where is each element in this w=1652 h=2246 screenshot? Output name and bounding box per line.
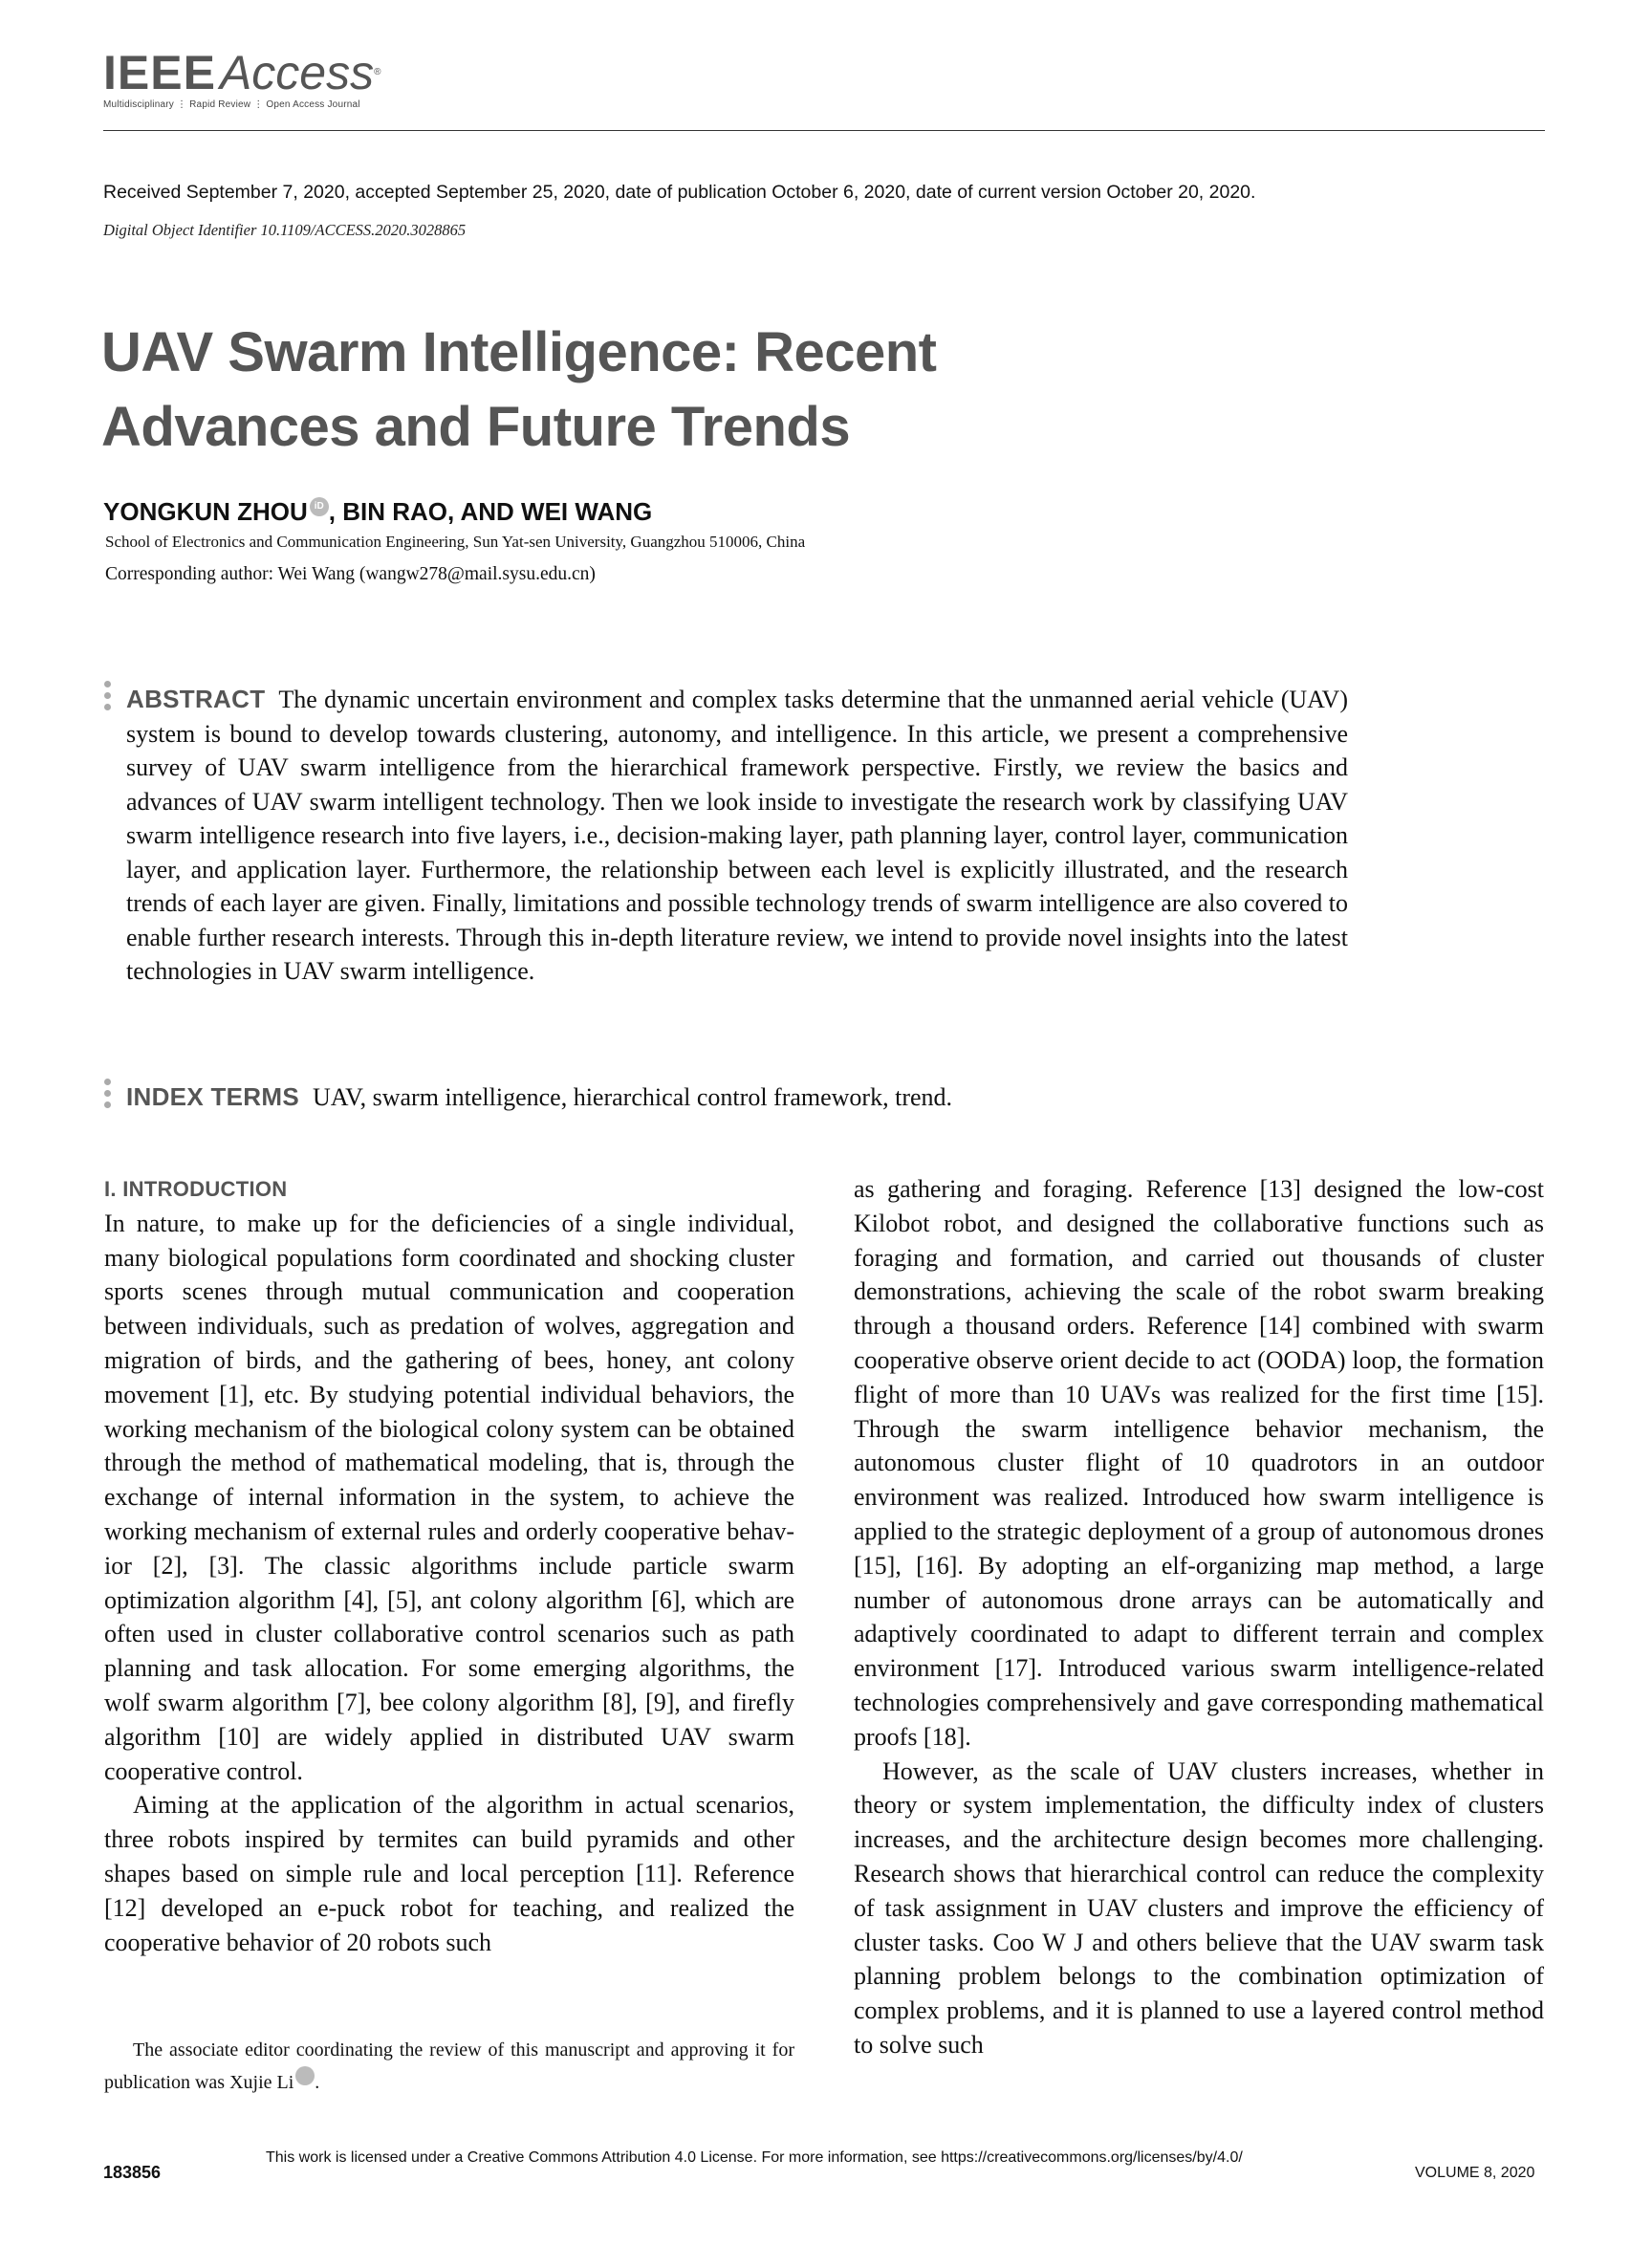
logo-access: Access (219, 46, 375, 99)
journal-tagline: Multidisciplinary ⋮ Rapid Review ⋮ Open Access Journal (103, 99, 360, 110)
paragraph: as gathering and foraging. Reference [13] designed the low-cost Kilobot robot, and designed the collaborative functions such as foraging and formation, and carried out thousands of cluster demonstrations, achieving the scale of the robot swarm breaking through a thousand orders. Reference [14] combined with swarm cooperative observe orient decide to act (OODA) loop, the formation flight of more than 10 UAVs was realized for the first time [15]. Through the swarm intelligence behavior mechanism, the autonomous cluster flight of 10 quadrotors in an outdoor environment was realized. Introduced how swarm intelligence is applied to the strategic deployment of a group of autonomous drones [15], [16]. By adopting an elf-organizing map method, a large number of autonomous drone arrays can be automatically and adaptively coordinated to adapt to different terrain and complex environment [17]. Introduced various swarm intelligence-related technologies comprehensively and gave corresponding mathematical proofs [18]. (854, 1175, 1544, 1751)
other-authors: , BIN RAO, AND WEI WANG (328, 497, 653, 526)
editor-footnote (104, 2034, 794, 2099)
index-terms-text: UAV, swarm intelligence, hierarchical control framework, trend. (312, 1083, 953, 1111)
orcid-icon[interactable]: iD (310, 497, 329, 516)
index-terms-marker-icon (104, 1079, 112, 1113)
left-column (104, 1172, 794, 1959)
logo-trademark: ® (374, 67, 381, 77)
paper-title: UAV Swarm Intelligence: Recent Advances and Future Trends (101, 321, 937, 458)
section-heading: I. INTRODUCTION (104, 1177, 288, 1201)
journal-logo (103, 48, 381, 110)
index-terms (126, 1080, 952, 1115)
abstract-marker-icon (104, 681, 112, 715)
author-list (103, 497, 652, 527)
received-dates: Received September 7, 2020, accepted September 25, 2020, date of publication October 6, 2020, date of current version October 20, 2020. (103, 182, 1256, 203)
header-divider (103, 130, 1545, 131)
logo-ieee: IEEE (103, 46, 216, 99)
corresponding-author: Corresponding author: Wei Wang (wangw278@mail.sysu.edu.cn) (105, 564, 596, 584)
paragraph: In nature, to make up for the deficiencies of a single individual, many biological populations form coordinated and shocking cluster sports scenes through mutual communication and cooperation between individuals, such as predation of wolves, aggregation and migration of birds, and the gathering of bees, honey, ant colony movement [1], etc. By studying potential individual behaviors, the working mechanism of the biological colony system can be obtained through the method of mathematical modeling, that is, through the exchange of internal information in the system, to achieve the working mechanism of external rules and orderly cooperative behavior [2], [3]. The classic algorithms include particle swarm optimization algorithm [4], [5], ant colony algorithm [6], which are often used in cluster collaborative control scenarios such as path planning and task allocation. For some emerging algorithms, the wolf swarm algorithm [7], bee colony algorithm [8], [9], and firefly algorithm [10] are widely applied in distributed UAV swarm cooperative control. (104, 1209, 794, 1785)
abstract (126, 683, 1348, 989)
abstract-label: ABSTRACT (126, 685, 266, 713)
page-number: 183856 (103, 2163, 162, 2182)
doi-line: Digital Object Identifier 10.1109/ACCESS.2020.3028865 (103, 221, 467, 239)
right-column (854, 1172, 1544, 2062)
affiliation: School of Electronics and Communication Engineering, Sun Yat-sen University, Guangzhou 510006, China (105, 533, 806, 551)
volume-label: VOLUME 8, 2020 (1415, 2165, 1535, 2181)
paragraph: However, as the scale of UAV clusters increases, whether in theory or system implementation, the difficulty index of clusters increases, and the architecture design becomes more challenging. Research shows that hierarchical control can reduce the complexity of task assignment in UAV clusters and improve the efficiency of cluster tasks. Coo W J and others believe that the UAV swarm task planning problem belongs to the combination optimization of complex problems, and it is planned to use a layered control method to solve such (854, 1756, 1544, 2059)
index-terms-label: INDEX TERMS (126, 1082, 299, 1111)
abstract-text: The dynamic uncertain environment and complex tasks determine that the unmanned aerial vehicle (UAV) system is bound to develop towards clustering, autonomy, and intelligence. In this article, we present a comprehensive survey of UAV swarm intelligence from the hierarchical framework perspective. Firstly, we review the basics and advances of UAV swarm intelligent technology. Then we look inside to investigate the research work by classifying UAV swarm intelligence research into five layers, i.e., decision-making layer, path planning layer, control layer, communication layer, and application layer. Furthermore, the relationship between each level is explicitly illustrated, and the research trends of each layer are given. Finally, limitations and possible technology trends of swarm intelligence are also covered to enable further research interests. Through this in-depth literature review, we intend to provide novel insights into the latest technologies in UAV swarm intelligence. (126, 686, 1348, 985)
footnote-end: . (315, 2072, 320, 2093)
orcid-icon[interactable]: iD (295, 2066, 315, 2085)
first-author: YONGKUN ZHOU (103, 497, 308, 526)
footnote-text: The associate editor coordinating the review of this manuscript and approving it for publication was Xujie Li (104, 2039, 794, 2093)
paragraph: Aiming at the application of the algorithm in actual scenarios, three robots inspired by termites can build pyramids and other shapes based on simple rule and local perception [11]. Reference [12] developed an e-puck robot for teaching, and realized the cooperative behavior of 20 robots such (104, 1791, 794, 1956)
license-notice: This work is licensed under a Creative Commons Attribution 4.0 License. For more information, see https://creativecommons.org/licenses/by/4.0/ (266, 2149, 1243, 2166)
